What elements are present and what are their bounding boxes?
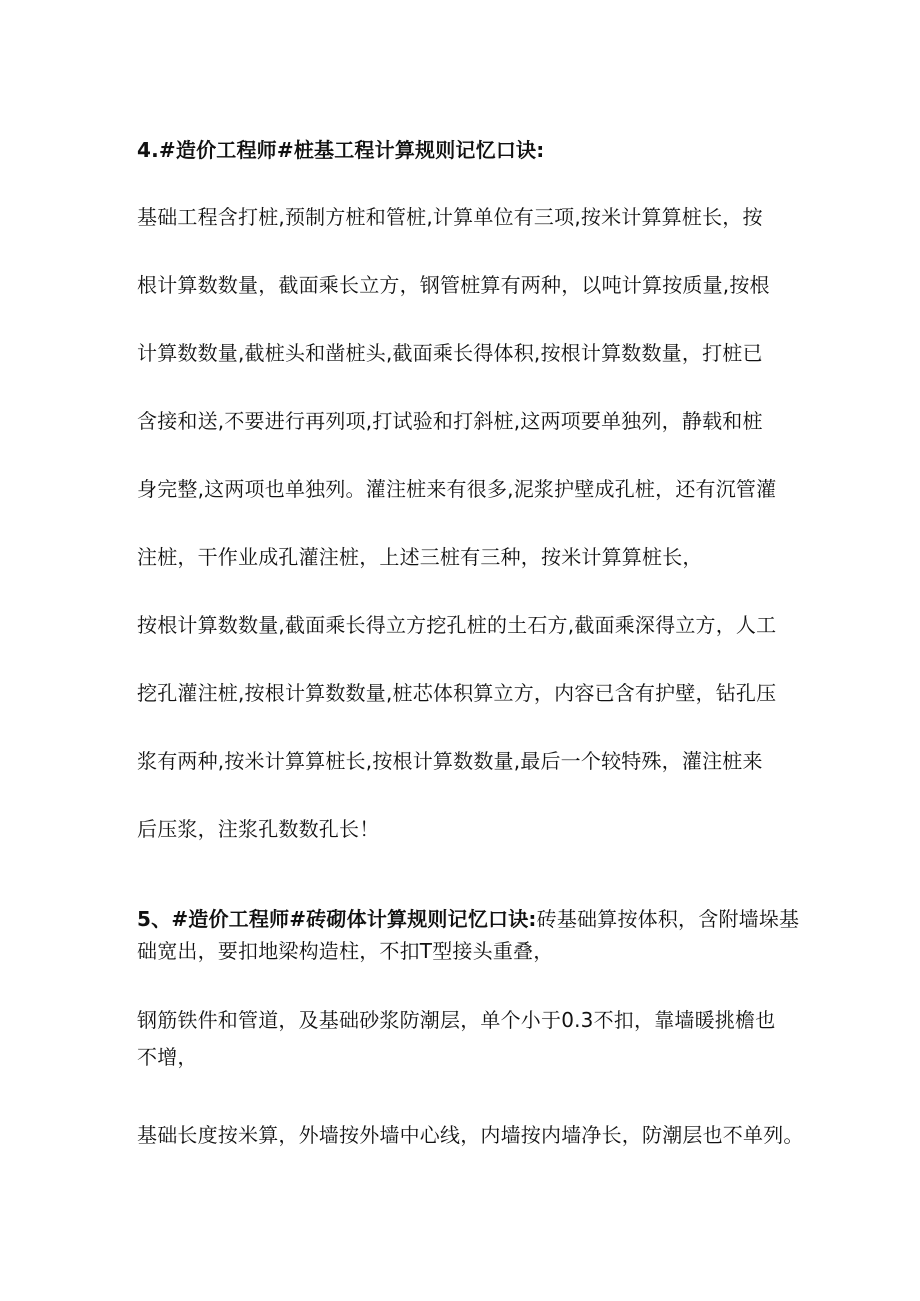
section-4-line-2: 根计算数数量，截面乘长立方，钢管桩算有两种，以吨计算按质量,按根 (137, 273, 770, 297)
section-4-line-9: 浆有两种,按米计算算桩长,按根计算数数量,最后一个较特殊，灌注桩来 (137, 749, 763, 773)
section-5-first-line-rest: 砖基础算按体积，含附墙垛基 (536, 907, 800, 931)
section-5-line-5: 基础长度按米算，外墙按外墙中心线，内墙按内墙净长，防潮层也不单列。 (137, 1123, 804, 1147)
section-4-line-8: 挖孔灌注桩,按根计算数数量,桩芯体积算立方，内容已含有护壁，钻孔压 (137, 681, 777, 705)
section-5-line-4: 不增， (137, 1045, 198, 1069)
section-4-line-5: 身完整,这两项也单独列。灌注桩来有很多,泥浆护壁成孔桩，还有沉管灌 (137, 477, 777, 501)
section-5-first-line (137, 905, 799, 933)
section-4-heading: 4.#造价工程师#桩基工程计算规则记忆口诀: (137, 138, 545, 162)
section-5-line-2: 础宽出，要扣地梁构造柱，不扣T型接头重叠， (137, 939, 554, 963)
section-5-line-3: 钢筋铁件和管道，及基础砂浆防潮层，单个小于0.3不扣，靠墙暖挑檐也 (137, 1008, 776, 1032)
section-5-heading: 5、#造价工程师#砖砌体计算规则记忆口诀: (137, 907, 537, 931)
section-4-line-1: 基础工程含打桩,预制方桩和管桩,计算单位有三项,按米计算算桩长，按 (137, 205, 763, 229)
section-4-line-4: 含接和送,不要进行再列项,打试验和打斜桩,这两项要单独列，静载和桩 (137, 409, 763, 433)
section-4-line-7: 按根计算数数量,截面乘长得立方挖孔桩的土石方,截面乘深得立方，人工 (137, 613, 777, 637)
section-4-line-6: 注桩，干作业成孔灌注桩，上述三桩有三种，按米计算算桩长， (137, 545, 703, 569)
section-4-line-10: 后压浆，注浆孔数数孔长！ (137, 817, 380, 841)
section-4-line-3: 计算数数量,截桩头和凿桩头,截面乘长得体积,按根计算数数量，打桩已 (137, 341, 763, 365)
